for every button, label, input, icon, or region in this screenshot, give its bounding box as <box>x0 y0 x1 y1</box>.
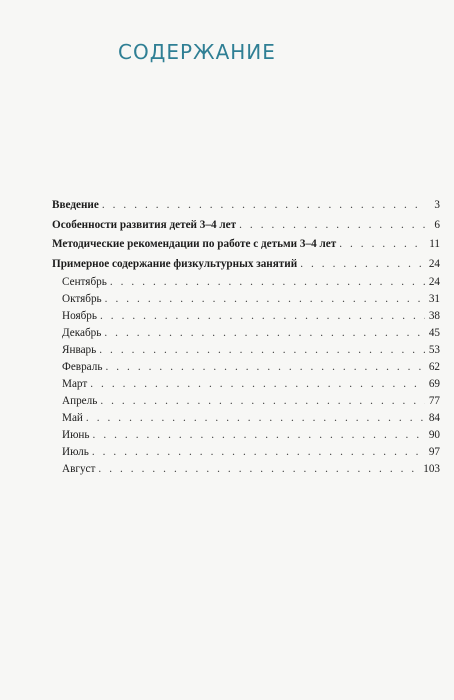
toc-entry-title: Январь <box>62 344 97 356</box>
toc-dot-leader <box>102 196 425 216</box>
toc-page-number: 45 <box>428 327 440 339</box>
toc-entry-august <box>52 461 440 478</box>
toc-entry-title: Август <box>62 463 96 475</box>
toc-entry-title: Октябрь <box>62 293 102 305</box>
toc-entry-january <box>52 342 440 359</box>
toc-page-number: 24 <box>428 257 440 270</box>
toc-entry-july <box>52 444 440 461</box>
toc-entry-june <box>52 427 440 444</box>
toc-entry-september <box>52 274 440 291</box>
toc-entry-title: Особенности развития детей 3–4 лет <box>52 218 237 231</box>
toc-dot-leader <box>300 255 425 275</box>
toc-entry-title: Декабрь <box>62 327 102 339</box>
toc-entry-title: Март <box>62 378 88 390</box>
toc-dot-leader <box>105 291 425 308</box>
toc-dot-leader <box>90 376 425 393</box>
toc-entry-title: Июль <box>62 446 89 458</box>
toc-page-number: 53 <box>428 344 440 356</box>
toc-page-number: 77 <box>428 395 440 407</box>
toc-page-number: 90 <box>428 429 440 441</box>
toc-page-number: 24 <box>428 276 440 288</box>
toc-entry-title: Примерное содержание физкультурных занятий <box>52 257 298 270</box>
toc-entry-title: Июнь <box>62 429 90 441</box>
toc-dot-leader <box>98 461 420 478</box>
page-title: СОДЕРЖАНИЕ <box>118 40 276 64</box>
toc-entry-methodical-recommendations <box>52 235 440 255</box>
toc-dot-leader <box>86 410 425 427</box>
toc-dot-leader <box>239 216 425 236</box>
toc-entry-march <box>52 376 440 393</box>
table-of-contents <box>52 196 440 478</box>
toc-page-number: 97 <box>428 446 440 458</box>
toc-page-number: 69 <box>428 378 440 390</box>
toc-dot-leader <box>339 235 425 255</box>
toc-dot-leader <box>100 308 425 325</box>
toc-entry-april <box>52 393 440 410</box>
toc-page-number: 84 <box>428 412 440 424</box>
toc-entry-february <box>52 359 440 376</box>
toc-page-number: 103 <box>423 463 440 475</box>
toc-dot-leader <box>93 427 425 444</box>
toc-dot-leader <box>100 393 425 410</box>
toc-dot-leader <box>105 359 425 376</box>
toc-entry-title: Методические рекомендации по работе с детьми 3–4 лет <box>52 238 337 250</box>
toc-entry-title: Ноябрь <box>62 310 97 322</box>
toc-entry-december <box>52 325 440 342</box>
toc-page-number: 38 <box>428 310 440 322</box>
toc-dot-leader <box>99 342 425 359</box>
toc-entry-development-features <box>52 216 440 236</box>
toc-dot-leader <box>92 444 425 461</box>
toc-entry-title: Апрель <box>62 395 98 407</box>
toc-entry-introduction <box>52 196 440 216</box>
toc-entry-october <box>52 291 440 308</box>
toc-dot-leader <box>104 325 425 342</box>
toc-entry-title: Сентябрь <box>62 276 107 288</box>
toc-entry-title: Февраль <box>62 361 103 373</box>
toc-entry-lesson-content <box>52 255 440 275</box>
toc-entry-title: Май <box>62 412 83 424</box>
toc-page-number: 11 <box>429 238 440 250</box>
toc-page-number: 31 <box>428 293 440 305</box>
toc-entry-november <box>52 308 440 325</box>
toc-entry-may <box>52 410 440 427</box>
toc-entry-title: Введение <box>52 199 99 211</box>
toc-dot-leader <box>110 274 425 291</box>
toc-page-number: 3 <box>434 199 440 211</box>
toc-page-number: 6 <box>434 218 440 231</box>
toc-page-number: 62 <box>428 361 440 373</box>
